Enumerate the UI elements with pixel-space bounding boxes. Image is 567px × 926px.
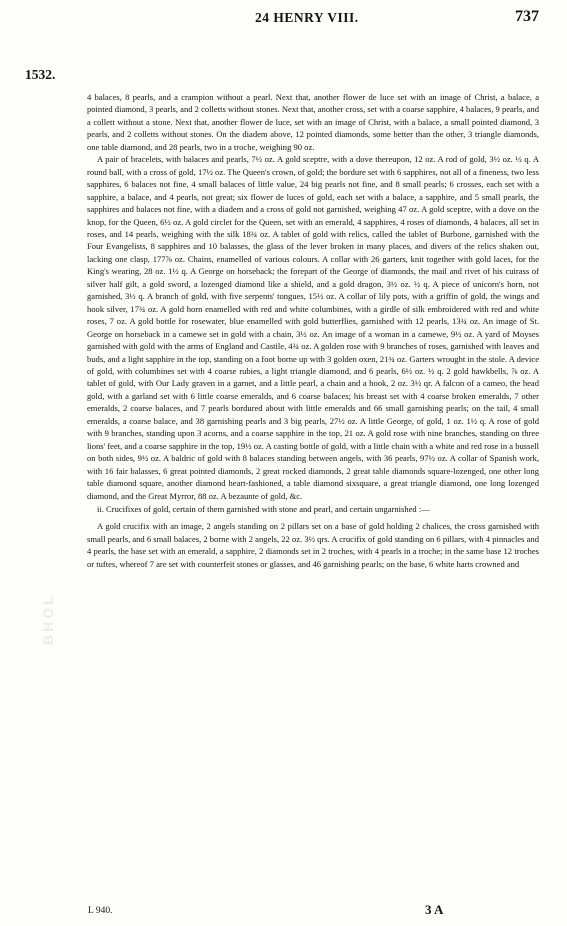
paragraph-crucifixes: A gold crucifix with an image, 2 angels standing on 2 pillars set on a base of gold holding 2 chalices, the cross garnished with small pearls, and 6 small balaces, 2 borne with 2 angels, 22 oz. 3½ qrs. A crucifix of gold standing on 6 pillars, with 4 pinnacles and 4 pearls, the base set with an emerald, a sapphire, 2 diamonds set in 2 troches, with 4 pearls in a troche; in the same base 12 troches or tuftes, whereof 7 are set with counterfeit stones or glasses, and 46 garnishing pearls; on the base, 6 white harts crowned and [87,521,539,569]
margin-year: 1532. [25,67,56,82]
page-header [0,8,567,28]
svg-text:BHOL: BHOL [40,593,56,645]
page-number: 737 [515,8,539,25]
running-head: 24 HENRY VIII. [255,10,359,25]
paragraph-regalia-list: A pair of bracelets, with balaces and pearls, 7½ oz. A gold sceptre, with a dove thereupon, 12 oz. A rod of gold, 3½ oz. ½ q. A round ball, with a cross of gold, 17½ oz. The Queen's crown, of gold; the bordure set with 6 sapphires, not all of a fineness, two less sapphires, 6 balaces not fine, 4 small balaces of little value, 24 big pearls not fine, and 8 small pearls; 6 crosses, each set with a sapphire, a balace, and 4 pearls, not great; six flower de luces of gold, each set with a balace, a sapphire, and 5 small pearls, the sapphires and balaces not fine, with a diadem and a cross of gold not garnished, weighing 47 oz. A gold sceptre, with a dove on the knop, for the Queen, 6½ oz. A gold circlet for the Queen, set with an emerald, 4 sapphires, 4 roses of diamonds, 4 balaces, all set in roses, and 14 pearls, weighing with the silk 18¾ oz. A tablet of gold with relics, called the tablet of Burbone, garnished with the Four Evangelists, 8 sapphires and 10 balasses, the glass of the lever broken in many places, and divers of the relics shaken out, lacking one clasp, 177⅞ oz. Chains, enamelled of various colours. A collar with 26 garters, knit together with gold laces, for the King's wearing, 28 oz. 1½ q. A George on horseback; the forepart of the George of diamonds, the mail and rivet of his cuirass of silver half gilt, a gold sword, a lozenged diamond like a shield, and a gold dragon, 3½ oz. ½ q. A piece of unicorn's horn, not garnished, 3½ q. A branch of gold, with five serpents' tongues, 15½ oz. A collar of lily pots, with a griffin of gold, the wings and hook silver, 17¾ oz. A gold horn enamelled with red and white columbines, with a girdle of silk embroidered with red and white roses, 7 oz. A gold bottle for rosewater, blue enamelled with gold butterflies, garnished with 12 pearls, 13¾ oz. An image of St. George on horseback in a camewe set in gold with a chain, 3½ oz. An image of a woman in a camewe, 9½ oz. A yard of Moyses garnished with gold with the arms of England and Castile, 4¾ oz. A golden rose with 9 branches of roses, garnished with leaves and buds, and a light sapphire in the top, standing on a foot borne up with 3 golden oxen, 21¾ oz. Garters wrought in the stole. A device of gold, with columbines set with 4 coarse rubies, a light triangle diamond, and 6 pearls, 6½ oz. ½ q. 2 gold hawkbells, ⅞ oz. A tablet of gold, with Our Lady graven in a garnet, and a little pearl, a chain and a hook, 2 oz. 3½ qr. A falcon of a cameo, the head gold, with a garland set with 6 little coarse emeralds, and 6 coarse balaces; his breast set with 4 coarse broken emeralds, 7 other emeralds, 2 coarse balaces, and 7 pearls bordured about with little emeralds and 66 small garnishing pearls; on the tail, 4 small emeralds, a coarse balace, and 38 garnishing pearls and 3 big pearls, 27½ oz. A little George, of gold, 1 oz. 1½ q. A rose of gold with 9 branches, standing upon 3 acorns, and a coarse sapphire in the top, 21 oz. A gold rose with nine branches, standing on three lions' feet, and a coarse sapphire in the top, 19½ oz. A casting bottle of gold, with a little chain with a white and red rose in a bussell on both sides, 9½ oz. A baldric of gold with 8 balaces standing between angels, with 36 pearls, 97½ oz. A collar of Spanish work, with 16 fair balasses, 6 great pointed diamonds, 2 great rocked diamonds, 2 great table diamonds square-lozenged, one other long table diamond square, another diamond heart-fashioned, a table diamond sixsquare, a great triangle diamond, one long lozenged diamond, and the Great Myrror, 88 oz. A bezaunte of gold, &c. [87,154,539,501]
library-stamp-watermark [35,520,65,650]
footer-gathering-mark: 3 A [425,902,444,917]
paragraph-continuation: 4 balaces, 8 pearls, and a crampion without a pearl. Next that, another flower de luce set with an image of Christ, a balace, a pointed diamond, 3 pearls, and 2 colletts without stones. Next that, another cross, set with a coarse sapphire, 4 balaces, 9 pearls, and a collett without a stone. Next that, another flower de luce, set with an image of Christ, with a balace, a small pointed diamond, 3 pearls, and 2 colletts without stones. On the diadem above, 12 pointed diamonds, some better than the other, 3 triangle diamonds, one table diamond, and 28 pearls, two in a troche, weighing 90 oz. [87,92,539,152]
section-heading-crucifixes: ii. Crucifixes of gold, certain of them garnished with stone and pearl, and certain ungarnished :— [97,503,430,514]
body-text [87,91,539,570]
footer-signature: L 940. [88,906,113,916]
